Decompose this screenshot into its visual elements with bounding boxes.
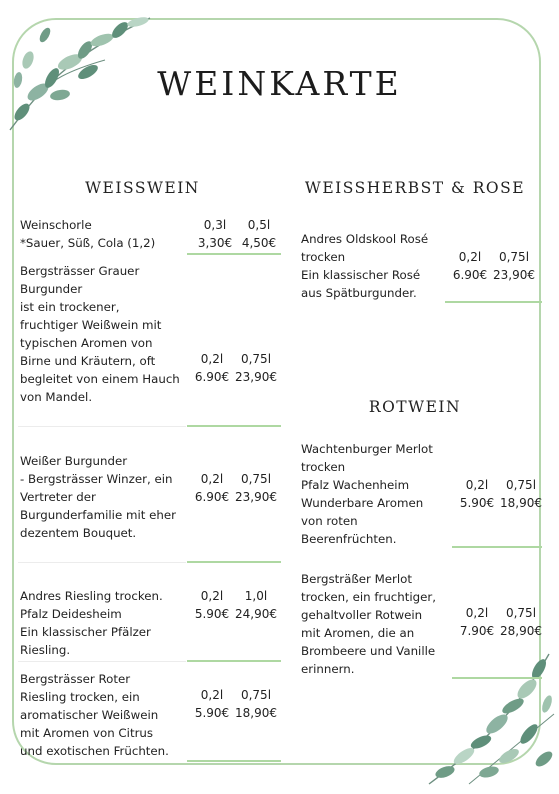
description-line: Birne und Kräutern, oft xyxy=(20,354,156,368)
description-line: Andres Oldskool Rosé xyxy=(301,232,429,246)
description-line: Weinschorle xyxy=(20,218,92,232)
size-small: 0,2l xyxy=(200,688,224,702)
price-large: 18,90€ xyxy=(500,496,542,510)
description-line: und exotischen Früchten. xyxy=(20,744,169,758)
description-line: Weißer Burgunder xyxy=(20,454,128,468)
description-line: dezentem Bouquet. xyxy=(20,526,137,540)
description-line: aus Spätburgunder. xyxy=(301,286,417,300)
divider xyxy=(18,426,186,427)
divider xyxy=(187,760,281,762)
price-block xyxy=(190,587,278,623)
size-small: 0,2l xyxy=(458,250,482,264)
size-large: 0,75l xyxy=(240,472,272,486)
description-line: trocken, ein fruchtiger, xyxy=(301,590,437,604)
price-small: 5.90€ xyxy=(194,706,230,720)
description-line: Pfalz Wachenheim xyxy=(301,478,410,492)
list-item xyxy=(20,452,285,544)
wine-description xyxy=(20,587,163,659)
description-line: Beerenfrüchten. xyxy=(301,532,397,546)
price-small: 6.90€ xyxy=(452,268,488,282)
divider xyxy=(187,253,281,255)
wine-description xyxy=(20,452,176,542)
divider xyxy=(18,562,186,563)
description-line: Wachtenburger Merlot xyxy=(301,442,433,456)
divider xyxy=(187,425,281,427)
description-line: Wunderbare Aromen xyxy=(301,496,424,510)
description-line: Ein klassischer Rosé xyxy=(301,268,421,282)
description-line: trocken xyxy=(301,250,346,264)
description-line: Bergsträßer Merlot xyxy=(301,572,413,586)
price-large: 23,90€ xyxy=(235,490,277,504)
price-small: 5.90€ xyxy=(194,607,230,621)
wine-description xyxy=(20,262,180,406)
description-line: mit Aromen, die an xyxy=(301,626,415,640)
description-line: erinnern. xyxy=(301,662,355,676)
price-small: 6.90€ xyxy=(194,370,230,384)
price-block xyxy=(448,248,536,284)
description-line: Vertreter der xyxy=(20,490,96,504)
description-line: gehaltvoller Rotwein xyxy=(301,608,423,622)
list-item xyxy=(20,670,285,762)
description-line: - Bergsträsser Winzer, ein xyxy=(20,472,173,486)
wine-description xyxy=(301,230,428,302)
list-item xyxy=(20,262,285,408)
price-large: 18,90€ xyxy=(235,706,277,720)
size-large: 0,75l xyxy=(240,352,272,366)
divider xyxy=(452,546,542,548)
list-item xyxy=(301,570,546,680)
size-large: 0,75l xyxy=(505,478,537,492)
size-large: 0,75l xyxy=(505,606,537,620)
description-line: typischen Aromen von xyxy=(20,336,153,350)
description-line: mit Aromen von Citrus xyxy=(20,726,154,740)
price-block xyxy=(190,470,278,506)
description-line: Bergsträsser Roter xyxy=(20,672,131,686)
size-large: 0,75l xyxy=(498,250,530,264)
price-block xyxy=(193,216,281,252)
description-line: begleitet von einem Hauch xyxy=(20,372,180,386)
price-large: 23,90€ xyxy=(235,370,277,384)
divider xyxy=(187,561,281,563)
description-line: ist ein trockener, xyxy=(20,300,120,314)
description-line: aromatischer Weißwein xyxy=(20,708,159,722)
description-line: Burgunder xyxy=(20,282,83,296)
description-line: Ein klassischer Pfälzer xyxy=(20,625,151,639)
price-small: 5.90€ xyxy=(459,496,495,510)
size-small: 0,2l xyxy=(200,589,224,603)
size-small: 0,3l xyxy=(203,218,227,232)
price-block xyxy=(190,686,278,722)
size-small: 0,2l xyxy=(465,606,489,620)
price-small: 3,30€ xyxy=(197,236,233,250)
wine-description xyxy=(20,216,155,252)
section-heading-weissherbst: WEISSHERBST & ROSE xyxy=(304,179,526,197)
description-line: fruchtiger Weißwein mit xyxy=(20,318,162,332)
divider xyxy=(452,677,542,679)
size-small: 0,2l xyxy=(200,352,224,366)
divider xyxy=(187,660,281,662)
description-line: von roten xyxy=(301,514,358,528)
description-line: Brombeere und Vanille xyxy=(301,644,436,658)
wine-description xyxy=(301,440,433,548)
description-line: Riesling. xyxy=(20,643,71,657)
size-small: 0,2l xyxy=(465,478,489,492)
section-heading-rotwein: ROTWEIN xyxy=(368,398,462,416)
size-large: 0,5l xyxy=(247,218,271,232)
price-block xyxy=(190,350,278,386)
description-line: Andres Riesling trocken. xyxy=(20,589,163,603)
price-block xyxy=(455,604,543,640)
price-large: 4,50€ xyxy=(241,236,277,250)
size-large: 1,0l xyxy=(244,589,268,603)
list-item xyxy=(20,587,285,661)
wine-description xyxy=(20,670,169,760)
description-line: Bergsträsser Grauer xyxy=(20,264,140,278)
size-small: 0,2l xyxy=(200,472,224,486)
list-item xyxy=(301,440,546,550)
description-line: trocken xyxy=(301,460,346,474)
price-large: 28,90€ xyxy=(500,624,542,638)
menu-title: WEINKARTE xyxy=(157,64,402,103)
description-line: Burgunderfamilie mit eher xyxy=(20,508,176,522)
description-line: *Sauer, Süß, Cola (1,2) xyxy=(20,236,156,250)
description-line: von Mandel. xyxy=(20,390,93,404)
price-large: 23,90€ xyxy=(493,268,535,282)
price-block xyxy=(455,476,543,512)
size-large: 0,75l xyxy=(240,688,272,702)
price-small: 6.90€ xyxy=(194,490,230,504)
price-large: 24,90€ xyxy=(235,607,277,621)
divider xyxy=(445,301,542,303)
price-small: 7.90€ xyxy=(459,624,495,638)
divider xyxy=(18,661,186,662)
wine-description xyxy=(301,570,436,678)
description-line: Pfalz Deidesheim xyxy=(20,607,122,621)
list-item xyxy=(301,230,546,304)
description-line: Riesling trocken, ein xyxy=(20,690,140,704)
section-heading-weisswein: WEISSWEIN xyxy=(85,179,200,197)
